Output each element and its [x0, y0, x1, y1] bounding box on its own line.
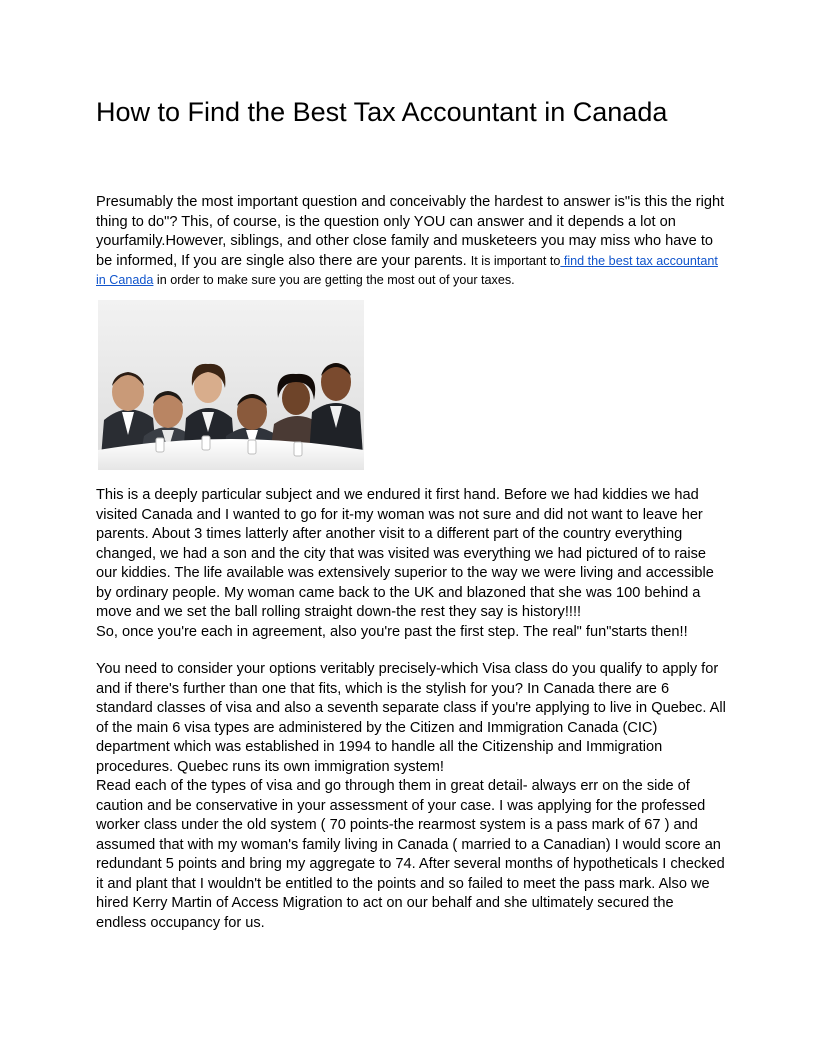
visa-detail-text: Read each of the types of visa and go through them in great detail- always err on the side of caution and be conservative in your assessment of your case. I was applying for the professed worker class under the old system ( 70 points-the rearmost system is a pass mark of 67 ) and assumed that with my woman's family living in Canada ( married to a Canadian) I would score an redundant 5 points and bring my aggregate to 74. After several months of hypotheticals I checked it and plant that I wouldn't be entitled to the points and so failed to meet the pass mark. Also we hired Kerry Martin of Access Migration to act on our behalf and she ultimately secured the endless occupancy for us.	[96, 778, 725, 931]
story-paragraph	[96, 486, 726, 642]
intro-small-text: It is important to	[470, 253, 561, 268]
agreement-text: So, once you're each in agreement, also you're past the first step. The real" fun"starts then!!	[96, 623, 688, 640]
page-title: How to Find the Best Tax Accountant in Canada	[96, 97, 668, 127]
business-team-photo	[98, 300, 364, 470]
intro-paragraph	[96, 193, 726, 291]
intro-small-text-end: in order to make sure you are getting the most out of your taxes.	[153, 273, 515, 287]
visa-paragraph	[96, 660, 726, 933]
intro-text: Presumably the most important question and conceivably the hardest to answer is"is this the right thing to do"? This, of course, is the question only YOU can answer and it depends a lot on yourfamily.However, siblings, and other close family and musketeers you may miss who have to be informed, If you are single also there are your parents.	[96, 194, 725, 269]
visa-text: You need to consider your options veritably precisely-which Visa class do you qualify to apply for and if there's further than one that fits, which is the stylish for you? In Canada there are 6 standard classes of visa and also a seventh separate class if you're applying to live in Quebec. All of the main 6 visa types are administered by the Citizen and Immigration Canada (CIC) department which was established in 1994 to handle all the Citizenship and Immigration procedures. Quebec runs its own immigration system!	[96, 661, 726, 775]
story-text: This is a deeply particular subject and we endured it first hand. Before we had kiddies we had visited Canada and I wanted to go for it-my woman was not sure and did not want to leave her parents. About 3 times latterly after another visit to a different part of the country everything changed, we had a son and the city that was visited was everything we had pictured of to raise our kiddies. The life available was extensively superior to the way we were living and accessible by ordinary people. My woman came back to the UK and blazoned that she was 100 behind a move and we set the ball rolling straight down-the rest they say is history!!!!	[96, 487, 714, 620]
tax-accountant-link[interactable]: find the best tax accountant in Canada	[96, 253, 718, 287]
